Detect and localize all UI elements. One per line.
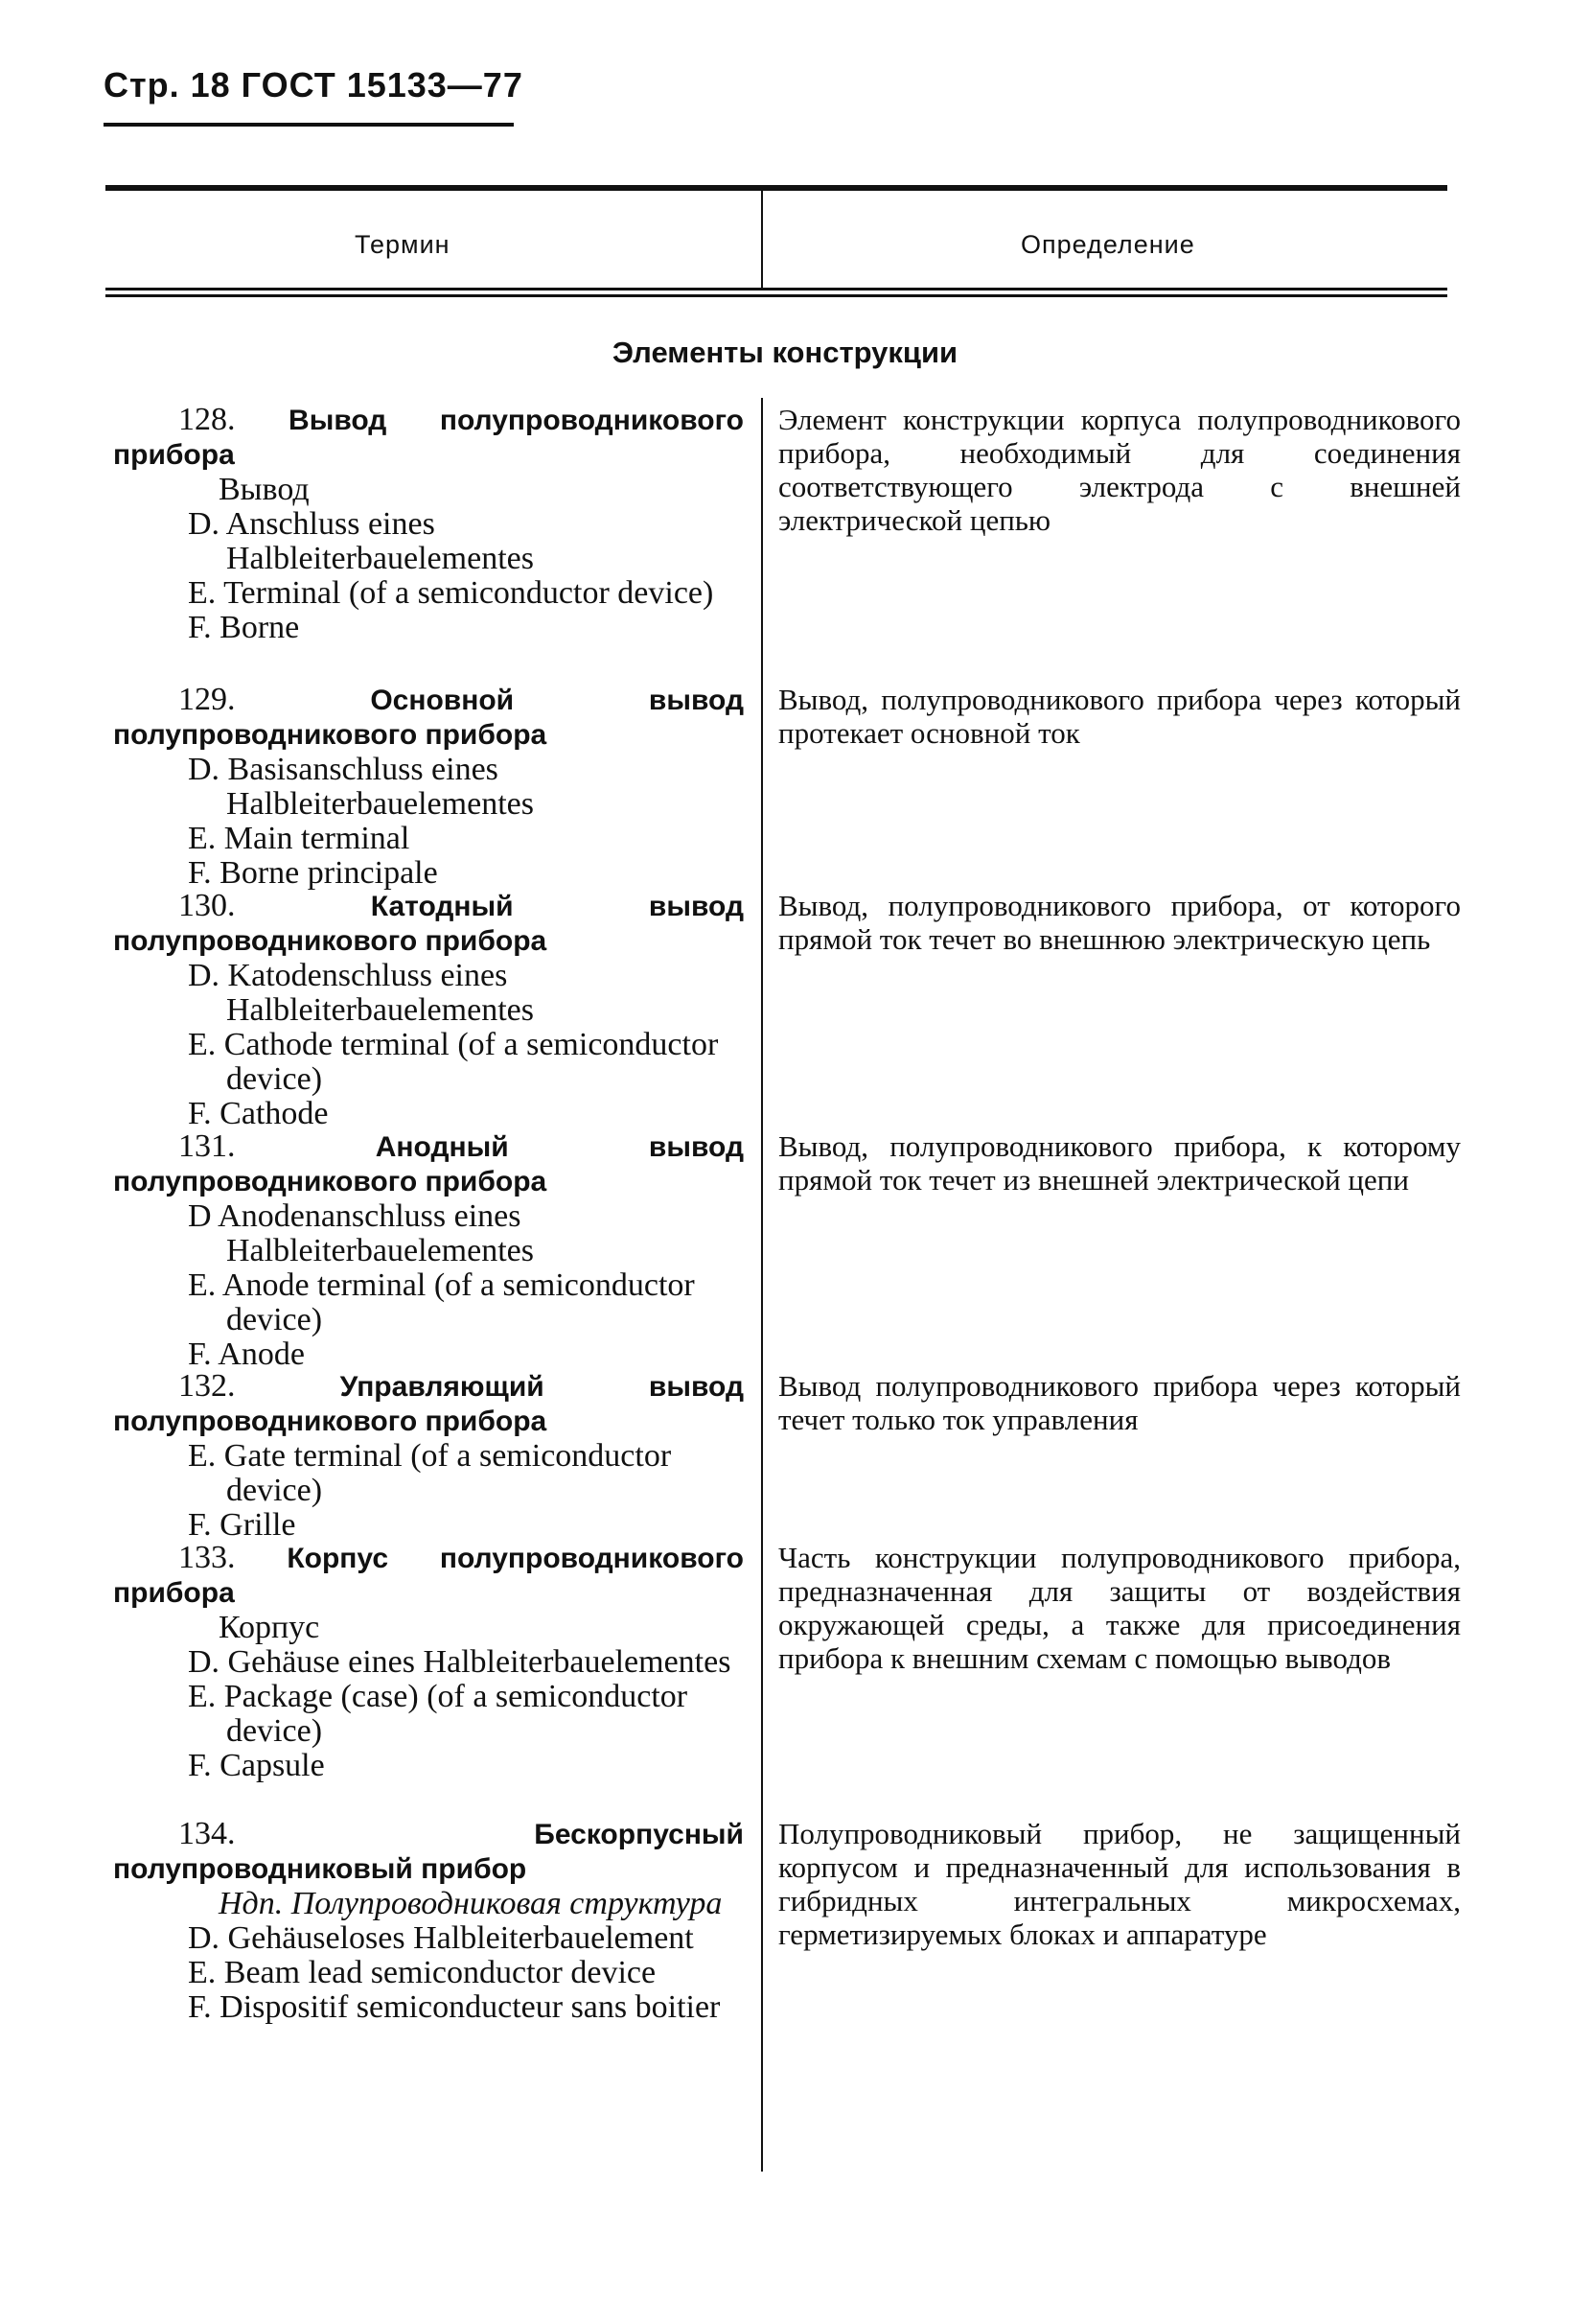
term-name: Вывод полупроводникового прибора xyxy=(113,405,744,471)
term-translation: E. Terminal (of a semiconductor device) xyxy=(188,575,714,611)
section-title: Элементы конструкции xyxy=(612,336,958,369)
term-name: Бескорпусный полупроводниковый прибор xyxy=(113,1819,744,1885)
header-rule xyxy=(104,123,514,127)
column-divider xyxy=(761,191,763,289)
term-title xyxy=(113,1817,744,1887)
term-translation: D. Anschluss eines Halbleiterbauelementes xyxy=(188,506,534,576)
term-column xyxy=(113,1369,744,1543)
page-header: Стр. 18 ГОСТ 15133—77 xyxy=(104,65,523,105)
term-translation: F. Capsule xyxy=(188,1748,325,1783)
term-name: Основной вывод полупроводникового прибора xyxy=(113,685,744,751)
term-translation: E. Anode terminal (of a semiconductor device) xyxy=(188,1267,695,1337)
definition-text: Элемент конструкции корпуса полупроводникового прибора, необходимый для соединения соответствующего электрода с внешней электрической цепью xyxy=(778,403,1461,537)
term-column xyxy=(113,889,744,1131)
definition-text: Вывод полупроводникового прибора через который течет только ток управления xyxy=(778,1369,1461,1436)
term-synonym: Корпус xyxy=(219,1610,320,1645)
term-translation: F. Borne principale xyxy=(188,855,438,891)
term-translation: F. Borne xyxy=(188,610,300,645)
term-translation: F. Dispositif semiconducteur sans boitier xyxy=(188,1989,721,2025)
term-translation: F. Cathode xyxy=(188,1096,329,1131)
term-title xyxy=(113,889,744,959)
term-translation: E. Gate terminal (of a semiconductor device) xyxy=(188,1438,672,1508)
term-translation: E. Package (case) (of a semiconductor device) xyxy=(188,1679,688,1749)
term-number: 130. xyxy=(178,888,236,923)
term-number: 128. xyxy=(178,402,236,437)
table-top-rule xyxy=(105,185,1447,191)
term-name: Катодный вывод полупроводникового прибора xyxy=(113,891,744,957)
term-translation: D. Gehäuseloses Halbleiterbauelement xyxy=(188,1920,694,1956)
definition-text: Вывод, полупроводникового прибора через который протекает основной ток xyxy=(778,683,1461,750)
term-translation: D. Gehäuse eines Halbleiterbauelementes xyxy=(188,1644,731,1680)
term-number: 129. xyxy=(178,682,236,717)
table-header-rule xyxy=(105,288,1447,297)
term-translation: E. Beam lead semiconductor device xyxy=(188,1955,657,1990)
definition-text: Часть конструкции полупроводникового прибора, предназначенная для защиты от воздействия окружающей среды, а также для присоединения прибора к внешним схемам с помощью выводов xyxy=(778,1541,1461,1675)
term-translation: D. Katodenschluss eines Halbleiterbauelementes xyxy=(188,958,534,1028)
term-translation: E. Main terminal xyxy=(188,821,410,856)
column-header-term: Термин xyxy=(355,230,450,259)
term-title xyxy=(113,1129,744,1199)
term-column xyxy=(113,683,744,891)
term-title xyxy=(113,1541,744,1611)
term-column xyxy=(113,1129,744,1372)
term-name: Корпус полупроводникового прибора xyxy=(113,1543,744,1609)
term-translation: D Anodenanschluss eines Halbleiterbauelementes xyxy=(188,1198,534,1268)
term-number: 134. xyxy=(178,1816,236,1851)
definition-text: Вывод, полупроводникового прибора, от которого прямой ток течет во внешнюю электрическую цепь xyxy=(778,889,1461,956)
term-translation: F. Anode xyxy=(188,1336,305,1372)
term-column xyxy=(113,403,744,645)
term-number: 132. xyxy=(178,1368,236,1404)
term-translation: E. Cathode terminal (of a semiconductor device) xyxy=(188,1027,719,1097)
column-divider xyxy=(761,398,763,2172)
term-name: Управляющий вывод полупроводникового прибора xyxy=(113,1371,744,1437)
term-title xyxy=(113,403,744,473)
term-column xyxy=(113,1817,744,2025)
term-translation: D. Basisanschluss eines Halbleiterbauelementes xyxy=(188,752,534,822)
definition-text: Полупроводниковый прибор, не защищенный корпусом и предназначенный для использования в гибридных интегральных микросхемах, герметизируемых блоках и аппаратуре xyxy=(778,1817,1461,1951)
term-number: 133. xyxy=(178,1540,236,1575)
term-deprecated: Ндп. Полупроводниковая структура xyxy=(219,1886,723,1921)
definition-text: Вывод, полупроводникового прибора, к которому прямой ток течет из внешней электрической цепи xyxy=(778,1129,1461,1197)
term-title xyxy=(113,1369,744,1439)
term-translation: F. Grille xyxy=(188,1507,296,1543)
term-synonym: Вывод xyxy=(219,472,310,507)
term-title xyxy=(113,683,744,753)
term-name: Анодный вывод полупроводникового прибора xyxy=(113,1131,744,1197)
column-header-definition: Определение xyxy=(1021,230,1195,259)
term-number: 131. xyxy=(178,1128,236,1164)
term-column xyxy=(113,1541,744,1783)
